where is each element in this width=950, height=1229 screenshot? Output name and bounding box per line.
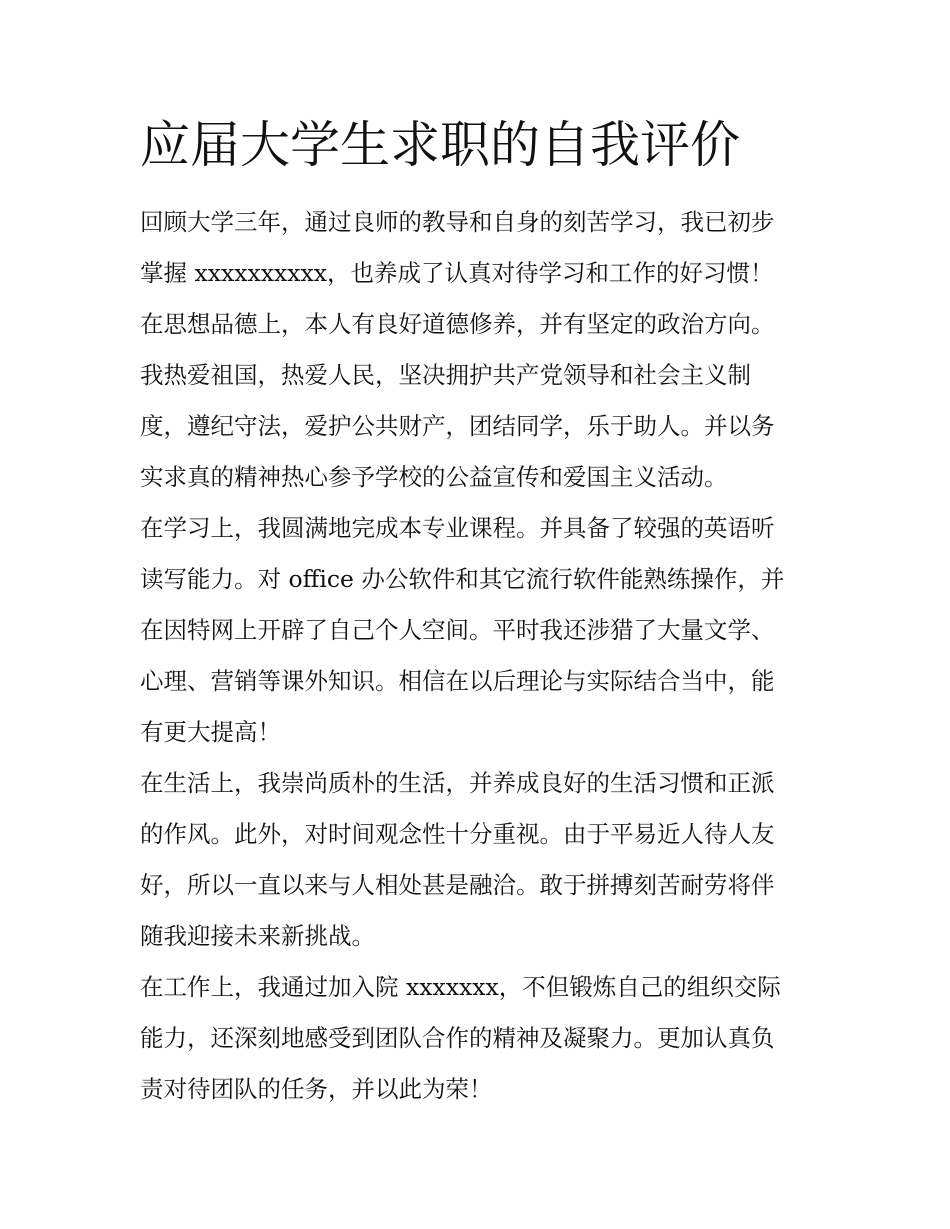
text-line: 在工作上，我通过加入院 xxxxxxx，不但锻炼自己的组织交际 [140,973,781,1001]
text-line: 实求真的精神热心参予学校的公益宣传和爱国主义活动。 [140,463,728,491]
text-line: 能力，还深刻地感受到团队合作的精神及凝聚力。更加认真负 [140,1024,775,1052]
text-line: 的作风。此外，对时间观念性十分重视。由于平易近人待人友 [140,820,775,848]
text-line: 回顾大学三年，通过良师的教导和自身的刻苦学习，我已初步 [140,208,775,236]
text-line: 有更大提高！ [140,718,281,746]
text-line: 随我迎接未来新挑战。 [140,922,375,950]
document-title: 应届大学生求职的自我评价 [140,116,740,174]
text-line: 心理、营销等课外知识。相信在以后理论与实际结合当中，能 [140,667,775,695]
text-line: 在因特网上开辟了自己个人空间。平时我还涉猎了大量文学、 [140,616,775,644]
text-line: 在生活上，我崇尚质朴的生活，并养成良好的生活习惯和正派 [140,769,775,797]
text-line: 好，所以一直以来与人相处甚是融洽。敢于拼搏刻苦耐劳将伴 [140,871,775,899]
text-line: 度，遵纪守法，爱护公共财产，团结同学，乐于助人。并以务 [140,412,775,440]
text-line: 掌握 xxxxxxxxxx，也养成了认真对待学习和工作的好习惯！ [140,259,774,287]
text-line: 在思想品德上，本人有良好道德修养，并有坚定的政治方向。 [140,310,775,338]
text-line: 在学习上，我圆满地完成本专业课程。并具备了较强的英语听 [140,514,775,542]
text-line: 责对待团队的任务，并以此为荣！ [140,1075,493,1103]
text-line: 读写能力。对 office 办公软件和其它流行软件能熟练操作，并 [140,565,785,593]
text-line: 我热爱祖国，热爱人民，坚决拥护共产党领导和社会主义制 [140,361,751,389]
